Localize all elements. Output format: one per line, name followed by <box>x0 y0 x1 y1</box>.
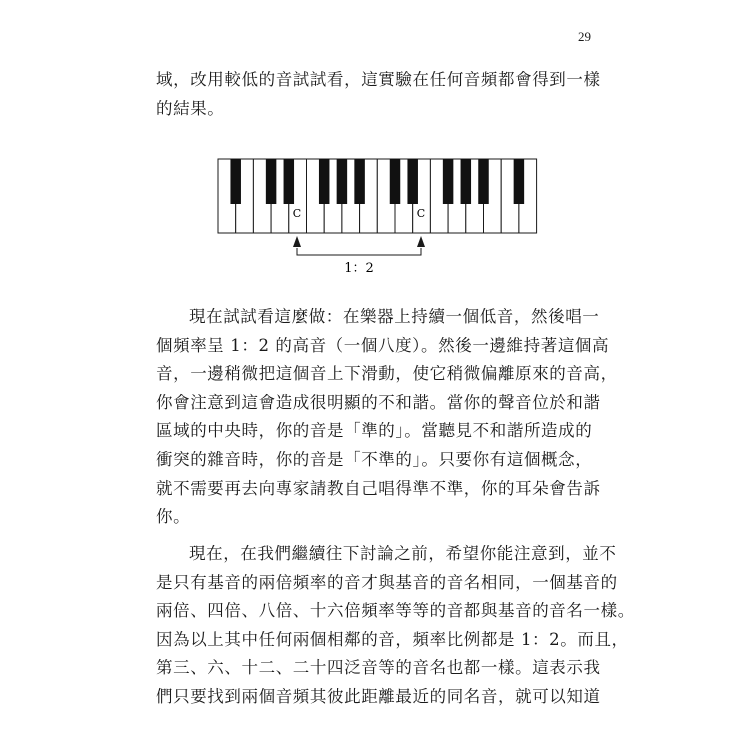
black-key <box>407 159 418 204</box>
text-line: 現在，在我們繼續往下討論之前，希望你能注意到，並不 <box>189 544 617 563</box>
text-line: 衝突的雜音時，你的音是「不準的」。只要你有這個概念， <box>156 449 593 469</box>
text-line: 你會注意到這會造成很明顯的不和諧。當你的聲音位於和諧 <box>156 392 601 412</box>
text-line: 的結果。 <box>156 98 225 118</box>
black-key <box>514 159 525 204</box>
white-keys <box>218 159 537 233</box>
black-key <box>284 159 295 204</box>
text-line: 區域的中央時，你的音是「準的」。當聽見不和諧所造成的 <box>156 421 593 441</box>
note-label-left: C <box>292 207 302 220</box>
paragraph-octaves <box>156 540 635 712</box>
black-key <box>443 159 454 204</box>
arrow-up-icon <box>417 236 425 247</box>
note-label-right: C <box>416 207 426 220</box>
black-key <box>230 159 241 204</box>
black-key <box>354 159 365 204</box>
text-line: 你。 <box>156 507 191 527</box>
black-key <box>266 159 277 204</box>
text-line: 現在試試看這麼做：在樂器上持續一個低音，然後唱一 <box>189 307 600 326</box>
black-key <box>461 159 472 204</box>
black-key <box>319 159 330 204</box>
text-line: 是只有基音的兩倍頻率的音才與基音的音名相同，一個基音的 <box>156 572 618 592</box>
paragraph-tuning <box>156 303 618 532</box>
text-line: 們只要找到兩個音頻其彼此距離最近的同名音，就可以知道 <box>156 686 601 706</box>
text-line: 因為以上其中任何兩個相鄰的音，頻率比例都是 1：2。而且， <box>156 629 629 649</box>
text-line: 就不需要再去向專家請教自己唱得準不準，你的耳朵會告訴 <box>156 478 601 498</box>
octave-bracket <box>297 248 421 255</box>
text-line: 兩倍、四倍、八倍、十六倍頻率等等的音都與基音的音名一樣。 <box>156 601 635 621</box>
arrow-up-icon <box>293 236 301 247</box>
ratio-label: 1：2 <box>344 261 374 276</box>
text-line: 域，改用較低的音試試看，這實驗在任何音頻都會得到一樣 <box>156 70 601 89</box>
black-key <box>337 159 348 204</box>
black-key <box>478 159 489 204</box>
intro-paragraph <box>156 66 601 123</box>
text-line: 第三、六、十二、二十四泛音等的音名也都一樣。這表示我 <box>156 658 601 678</box>
piano-keyboard-figure <box>200 150 540 280</box>
text-line: 音，一邊稍微把這個音上下滑動，使它稍微偏離原來的音高， <box>156 364 618 384</box>
black-key <box>390 159 401 204</box>
page-number: 29 <box>578 29 591 44</box>
text-line: 個頻率呈 1：2 的高音（一個八度）。然後一邊維持著這個高 <box>156 335 610 355</box>
